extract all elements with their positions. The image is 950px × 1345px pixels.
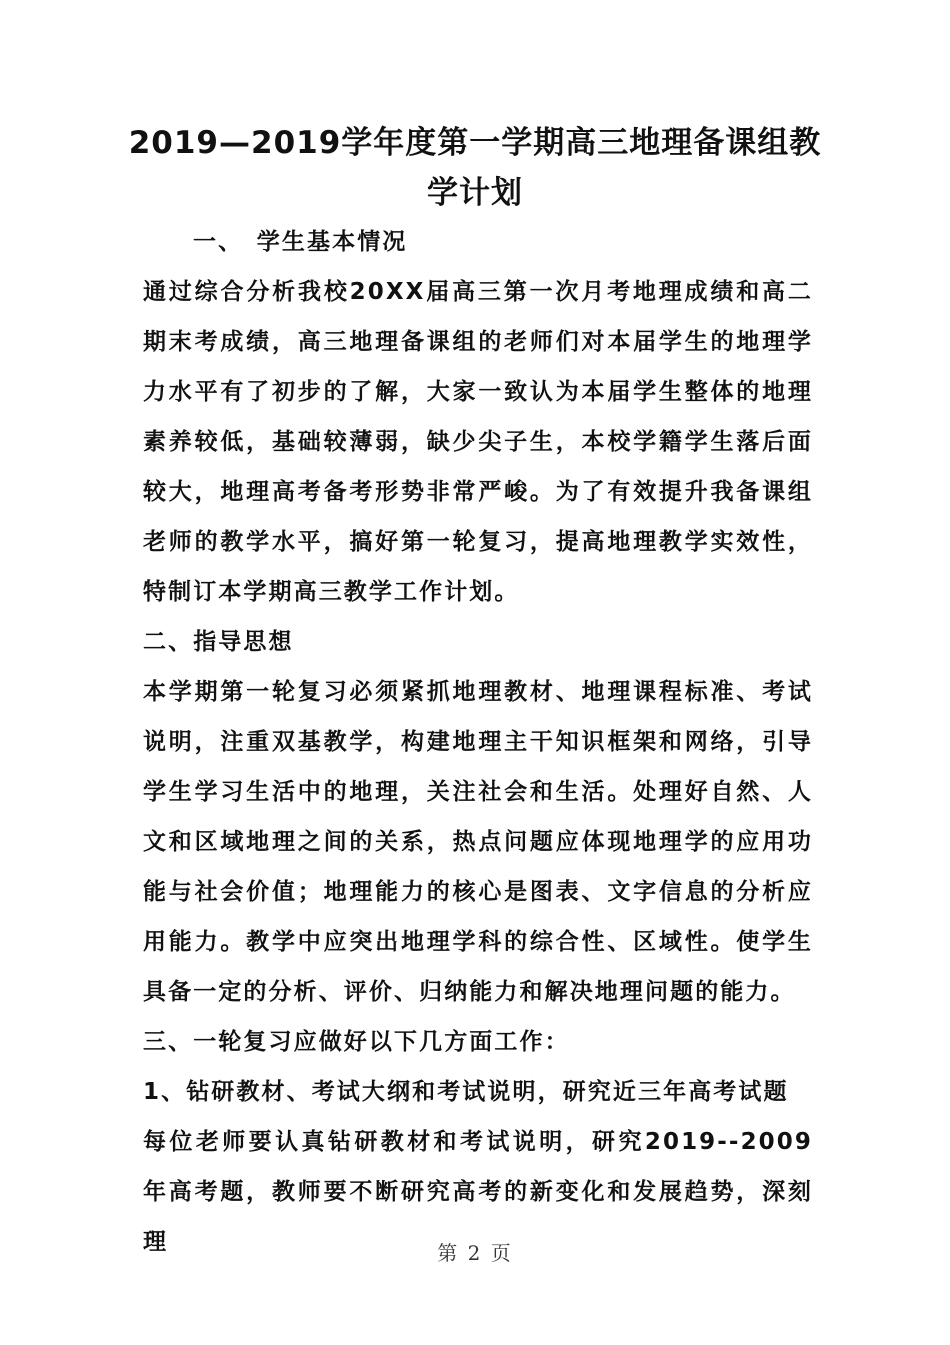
document-body [143, 217, 813, 1267]
page-number: 第 2 页 [437, 1241, 513, 1265]
paragraph-study-materials: 每位老师要认真钻研教材和考试说明，研究2019--2009年高考题，教师要不断研究高考的新变化和发展趋势，深刻理 [143, 1129, 813, 1255]
section-heading-review-work: 三、一轮复习应做好以下几方面工作： [143, 1029, 570, 1055]
document-title: 2019—2019学年度第一学期高三地理备课组教学计划 [128, 125, 822, 211]
paragraph-student-situation: 通过综合分析我校20XX届高三第一次月考地理成绩和高二期末考成绩，高三地理备课组的老师们对本届学生的地理学力水平有了初步的了解，大家一致认为本届学生整体的地理素养较低，基础较薄弱，缺少尖子生，本校学籍学生落后面较大，地理高考备考形势非常严峻。为了有效提升我备课组老师的教学水平，搞好第一轮复习，提高地理教学实效性，特制订本学期高三教学工作计划。 [143, 279, 813, 605]
section-heading-guiding-ideology: 二、指导思想 [143, 629, 294, 655]
paragraph-guiding-ideology: 本学期第一轮复习必须紧抓地理教材、地理课程标准、考试说明，注重双基教学，构建地理主干知识框架和网络，引导学生学习生活中的地理，关注社会和生活。处理好自然、人文和区域地理之间的关系，热点问题应体现地理学的应用功能与社会价值；地理能力的核心是图表、文字信息的分析应用能力。教学中应突出地理学科的综合性、区域性。使学生具备一定的分析、评价、归纳能力和解决地理问题的能力。 [143, 679, 813, 1005]
subsection-heading-study-materials: 1、钻研教材、考试大纲和考试说明，研究近三年高考试题 [143, 1079, 789, 1105]
section-heading-student-situation: 一、 学生基本情况 [193, 229, 408, 255]
